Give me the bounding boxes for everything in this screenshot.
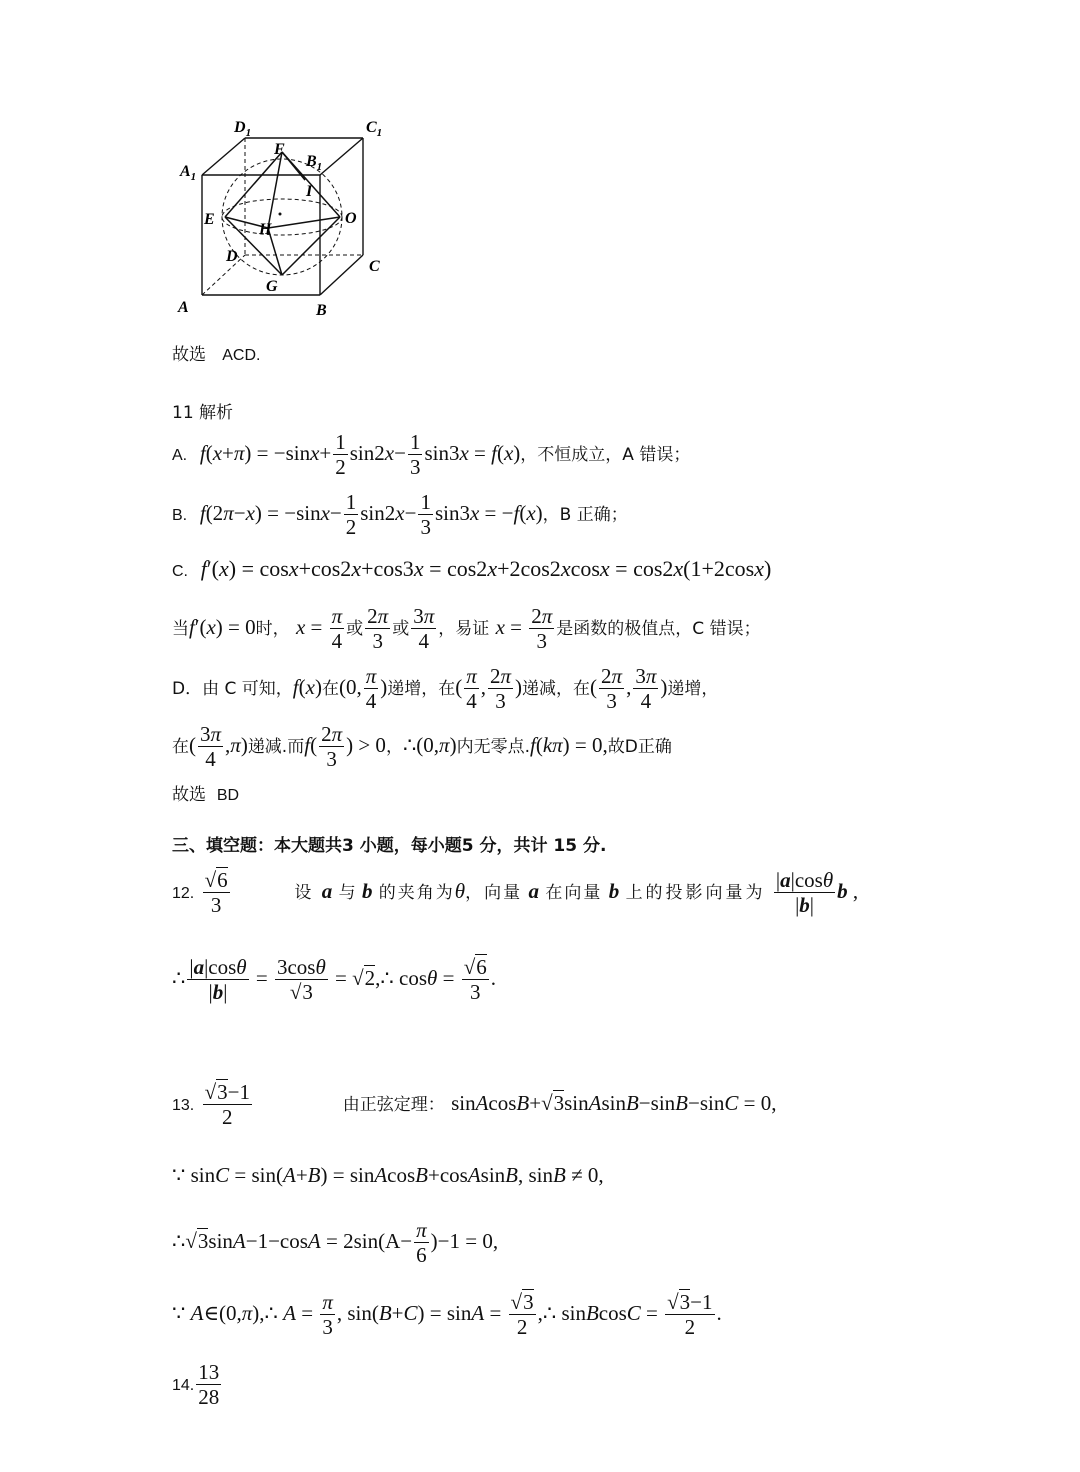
label-D1: $D_1$: [234, 119, 252, 139]
edge-FI: [282, 152, 305, 180]
q13-line-3: ∴√3sinA−1−cosA = 2sin(A− $\frac{\pi}{6}$ )−1 = 0,: [172, 1218, 499, 1268]
sphere-equator: [222, 199, 342, 235]
q11-option-c: C. f′(x) = cosx+cos2x+cos3x = cos2x+2cos2xcosx = cos2x(1+2cosx): [172, 556, 772, 581]
label-H: H: [259, 221, 272, 238]
q13-line-2: ∵ sinC = sin(A+B) = sinAcosB+cosAsinB, sinB ≠ 0,: [172, 1163, 604, 1187]
q10-answer: 故选 ACD.: [172, 345, 261, 365]
label-A1: $A_1$: [180, 163, 197, 183]
cube-figure: [170, 110, 410, 325]
section-3-heading: 三、填空题：本大题共3 小题，每小题5 分，共计 15 分.: [172, 836, 607, 856]
label-B: B: [316, 302, 327, 319]
inscribed-sphere: [222, 159, 342, 275]
edge-A1D1: [202, 138, 245, 175]
edge-HO: [268, 217, 340, 228]
edge-FH: [268, 152, 282, 228]
q11-option-d-cont: 在( $\frac{3\pi}{4}$ ,π)递减.而f( $\frac{2\pi}{3}$ ) > 0，∴(0,π)内无零点.f(kπ) = 0,故D正确: [172, 722, 672, 772]
q13-line-1: 13. $\frac{√3-1}{2}$ 由正弦定理： sinAcosB+√3sinAsinB−sinB−sinC = 0,: [172, 1080, 777, 1130]
edge-EF: [225, 152, 282, 217]
q13-line-4: ∵ A∈(0,π),∴ A = $\frac{\pi}{3}$ , sin(B+C) = sinA = $\frac{√3}{2}$ ,∴ sinBcosC = $\frac{√3-1}{2}$ .: [172, 1290, 722, 1340]
q11-title: 11 解析: [172, 403, 234, 423]
label-D: D: [226, 248, 238, 265]
label-F: F: [274, 141, 285, 158]
q14-line: 14. $\frac{13}{28}$: [172, 1360, 220, 1410]
label-B1: $B_1$: [306, 153, 323, 173]
edge-OG: [282, 217, 340, 275]
q11-option-b: B. f(2π−x) = −sinx− $\frac{1}{2}$ sin2x− $\frac{1}{3}$ sin3x = −f(x)，B 正确；: [172, 490, 628, 540]
label-C: C: [369, 258, 380, 275]
q12-line-1: 12. $\frac{√6}{3}$ 设 a 与 b 的夹角为θ，向量 a 在向量 b 上的投影向量为 $\frac{|a|\cos\theta}{|b|}$ b ,: [172, 868, 859, 918]
q12-line-2: ∴ $\frac{|a|\cos\theta}{|b|}$ = $\frac{3\cos\theta}{√3}$ = √2,∴ cosθ = $\frac{√6}{3}$ .: [172, 955, 496, 1005]
q11-answer: 故选 BD: [172, 785, 240, 805]
edge-AD: [202, 255, 245, 295]
center-dot: [279, 213, 282, 216]
label-O: O: [345, 210, 357, 227]
q11-option-c-cont: 当f′(x) = 0时， x = $\frac{\pi}{4}$ 或 $\frac{2\pi}{3}$ 或 $\frac{3\pi}{4}$ ，易证 x = $\frac{2\pi}{3}$ 是函数的极值点，C 错误；: [172, 604, 761, 654]
edge-BC: [320, 255, 363, 295]
label-G: G: [266, 278, 278, 295]
q11-option-a: A. f(x+π) = −sinx+ $\frac{1}{2}$ sin2x− $\frac{1}{3}$ sin3x = f(x)，不恒成立，A 错误；: [172, 430, 691, 480]
label-I: I: [306, 183, 313, 200]
label-C1: $C_1$: [366, 119, 383, 139]
q11-option-d: D．由 C 可知，f(x)在(0, $\frac{\pi}{4}$ )递增，在( $\frac{\pi}{4}$ , $\frac{2\pi}{3}$ )递减，在( $\frac{2\pi}{3}$ , $\frac{3\pi}{4}$ )递增，: [172, 664, 719, 714]
label-A: A: [178, 299, 189, 316]
label-E: E: [204, 211, 215, 228]
edge-B1C1: [320, 138, 363, 175]
